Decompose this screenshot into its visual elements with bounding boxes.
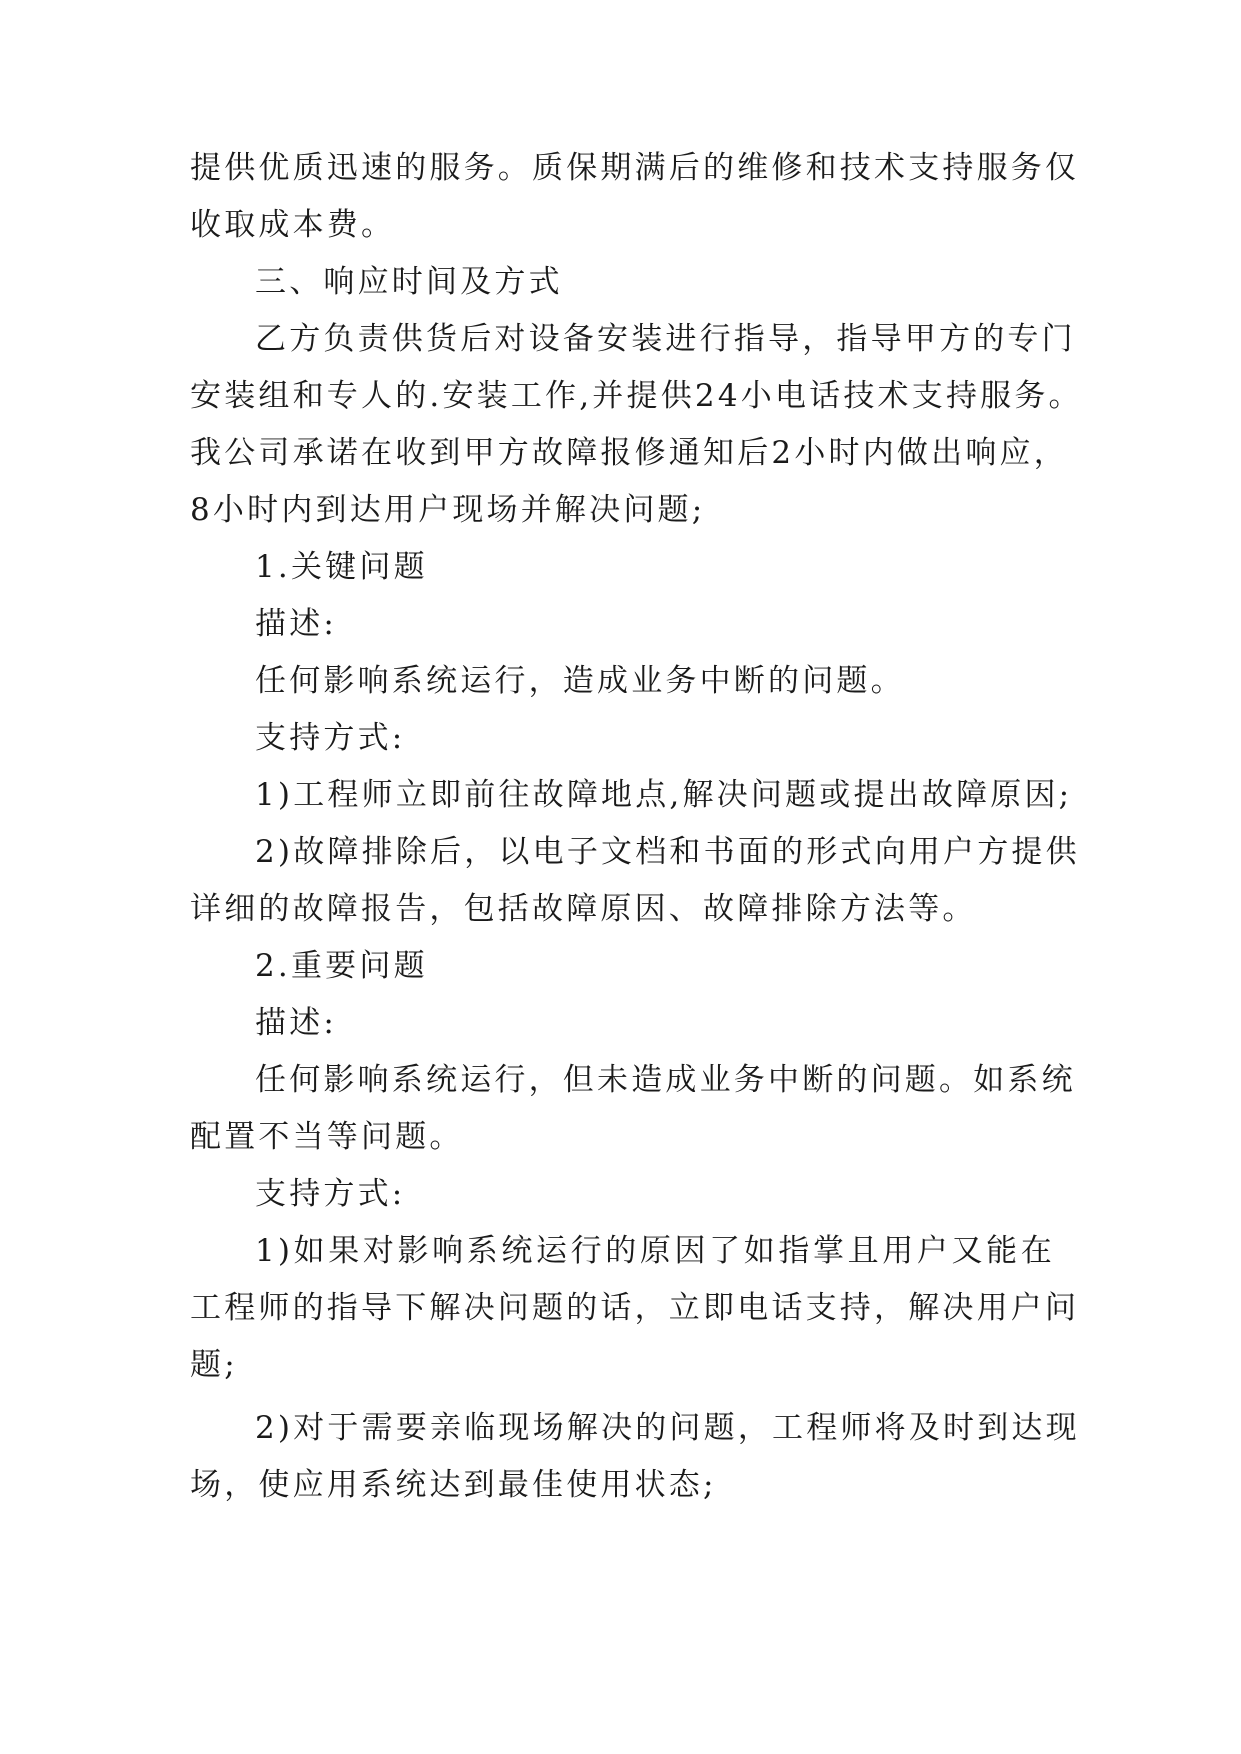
body-line: 8小时内到达用户现场并解决问题; [190, 492, 706, 528]
list-item: 2)对于需要亲临现场解决的问题，工程师将及时到达现 [255, 1410, 1080, 1446]
subsection-heading: 1.关键问题 [255, 549, 428, 585]
body-line: 提供优质迅速的服务。质保期满后的维修和技术支持服务仅 [190, 150, 1080, 186]
label-line: 支持方式: [255, 720, 406, 756]
body-line: 收取成本费。 [190, 207, 396, 243]
subsection-heading: 2.重要问题 [255, 948, 428, 984]
body-line: 工程师的指导下解决问题的话，立即电话支持，解决用户问 [190, 1290, 1080, 1326]
body-line: 安装组和专人的.安装工作,并提供24小电话技术支持服务。 [190, 378, 1083, 414]
label-line: 描述: [255, 606, 338, 642]
body-line: 我公司承诺在收到甲方故障报修通知后2小时内做出响应， [190, 435, 1068, 471]
section-heading: 三、响应时间及方式 [255, 264, 563, 300]
label-line: 描述: [255, 1005, 338, 1041]
body-line: 任何影响系统运行，但未造成业务中断的问题。如系统 [255, 1062, 1076, 1098]
body-line: 配置不当等问题。 [190, 1119, 464, 1155]
body-line: 题; [190, 1347, 238, 1383]
body-line: 乙方负责供货后对设备安装进行指导，指导甲方的专门 [255, 321, 1076, 357]
label-line: 支持方式: [255, 1176, 406, 1212]
list-item: 2)故障排除后，以电子文档和书面的形式向用户方提供 [255, 834, 1080, 870]
body-line: 任何影响系统运行，造成业务中断的问题。 [255, 663, 905, 699]
list-item: 1)如果对影响系统运行的原因了如指掌且用户又能在 [255, 1233, 1055, 1269]
body-line: 场，使应用系统达到最佳使用状态; [190, 1467, 717, 1503]
body-line: 详细的故障报告，包括故障原因、故障排除方法等。 [190, 891, 977, 927]
list-item: 1)工程师立即前往故障地点,解决问题或提出故障原因; [255, 777, 1073, 813]
